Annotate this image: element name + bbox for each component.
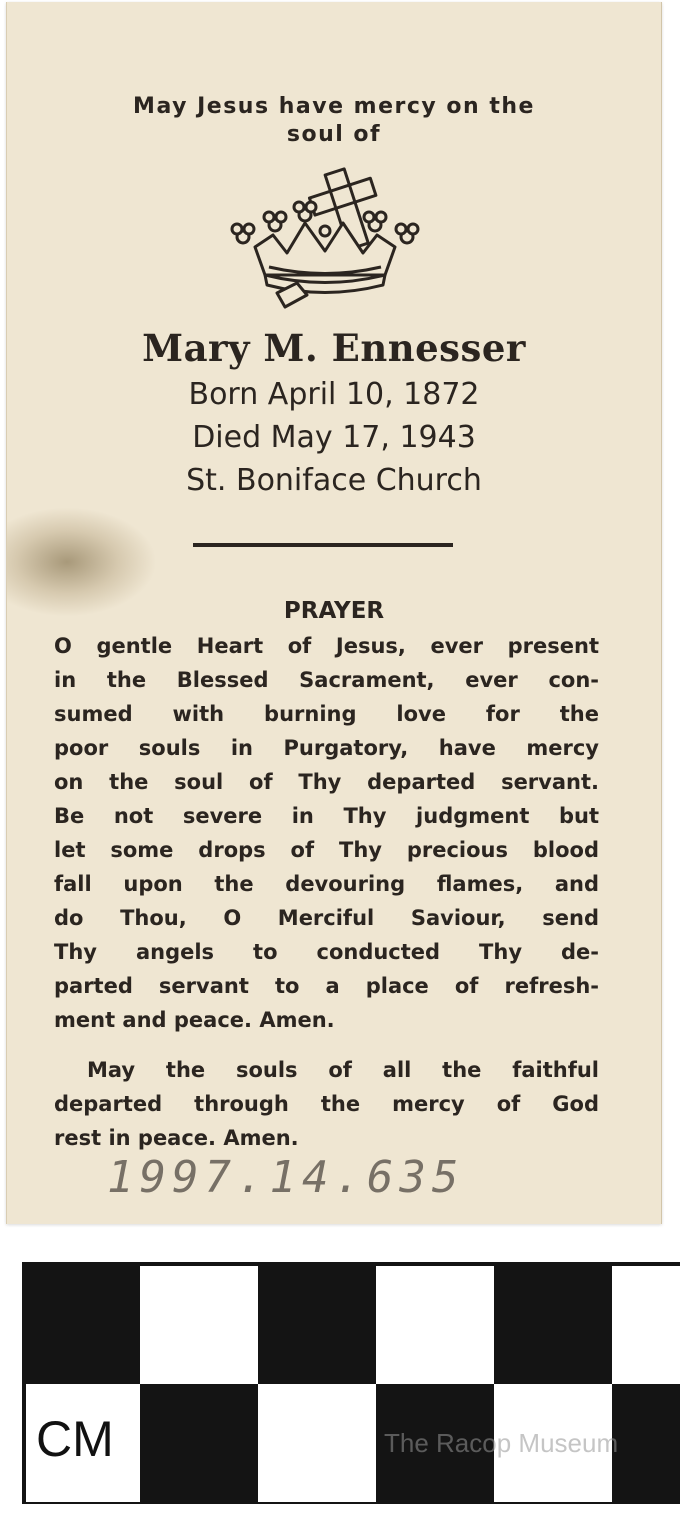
prayer-line: Be not severe in Thy judgment but [54, 804, 599, 828]
closing-line: May the souls of all the faithful [87, 1058, 599, 1082]
crown-with-cross-icon [225, 165, 425, 315]
prayer-line: sumed with burning love for the [54, 702, 599, 726]
prayer-line: in the Blessed Sacrament, ever con- [54, 668, 599, 692]
museum-watermark: The Racop Museum [384, 1428, 619, 1458]
scale-cell-white [376, 1266, 494, 1384]
prayer-line: ment and peace. Amen. [54, 1008, 335, 1032]
prayer-line: on the soul of Thy departed servant. [54, 770, 599, 794]
scale-cell-white [612, 1266, 680, 1384]
cm-scale-bar [22, 1262, 680, 1504]
prayer-line: Thy angels to conducted Thy de- [54, 940, 599, 964]
scale-unit-label: CM [36, 1411, 114, 1467]
scale-cell-white [140, 1266, 258, 1384]
scale-cell-white [258, 1384, 376, 1502]
prayer-line: O gentle Heart of Jesus, ever present [54, 634, 599, 658]
memorial-card [6, 2, 662, 1224]
death-date: Died May 17, 1943 [192, 420, 476, 455]
header-line-2: soul of [286, 122, 382, 147]
prayer-line: let some drops of Thy precious blood [54, 838, 599, 862]
birth-date: Born April 10, 1872 [188, 377, 480, 412]
prayer-line: poor souls in Purgatory, have mercy [54, 736, 599, 760]
closing-line: departed through the mercy of God [54, 1092, 599, 1116]
closing-line: rest in peace. Amen. [54, 1126, 299, 1150]
prayer-line: fall upon the devouring flames, and [54, 872, 599, 896]
deceased-name: Mary M. Ennesser [142, 326, 526, 370]
prayer-title: PRAYER [283, 598, 385, 624]
prayer-line: parted servant to a place of refresh- [54, 974, 599, 998]
divider-rule [193, 543, 453, 547]
header-line-1: May Jesus have mercy on the [133, 94, 535, 119]
accession-number: 1997.14.635 [107, 1152, 465, 1203]
church-name: St. Boniface Church [186, 463, 482, 498]
prayer-line: do Thou, O Merciful Saviour, send [54, 906, 599, 930]
